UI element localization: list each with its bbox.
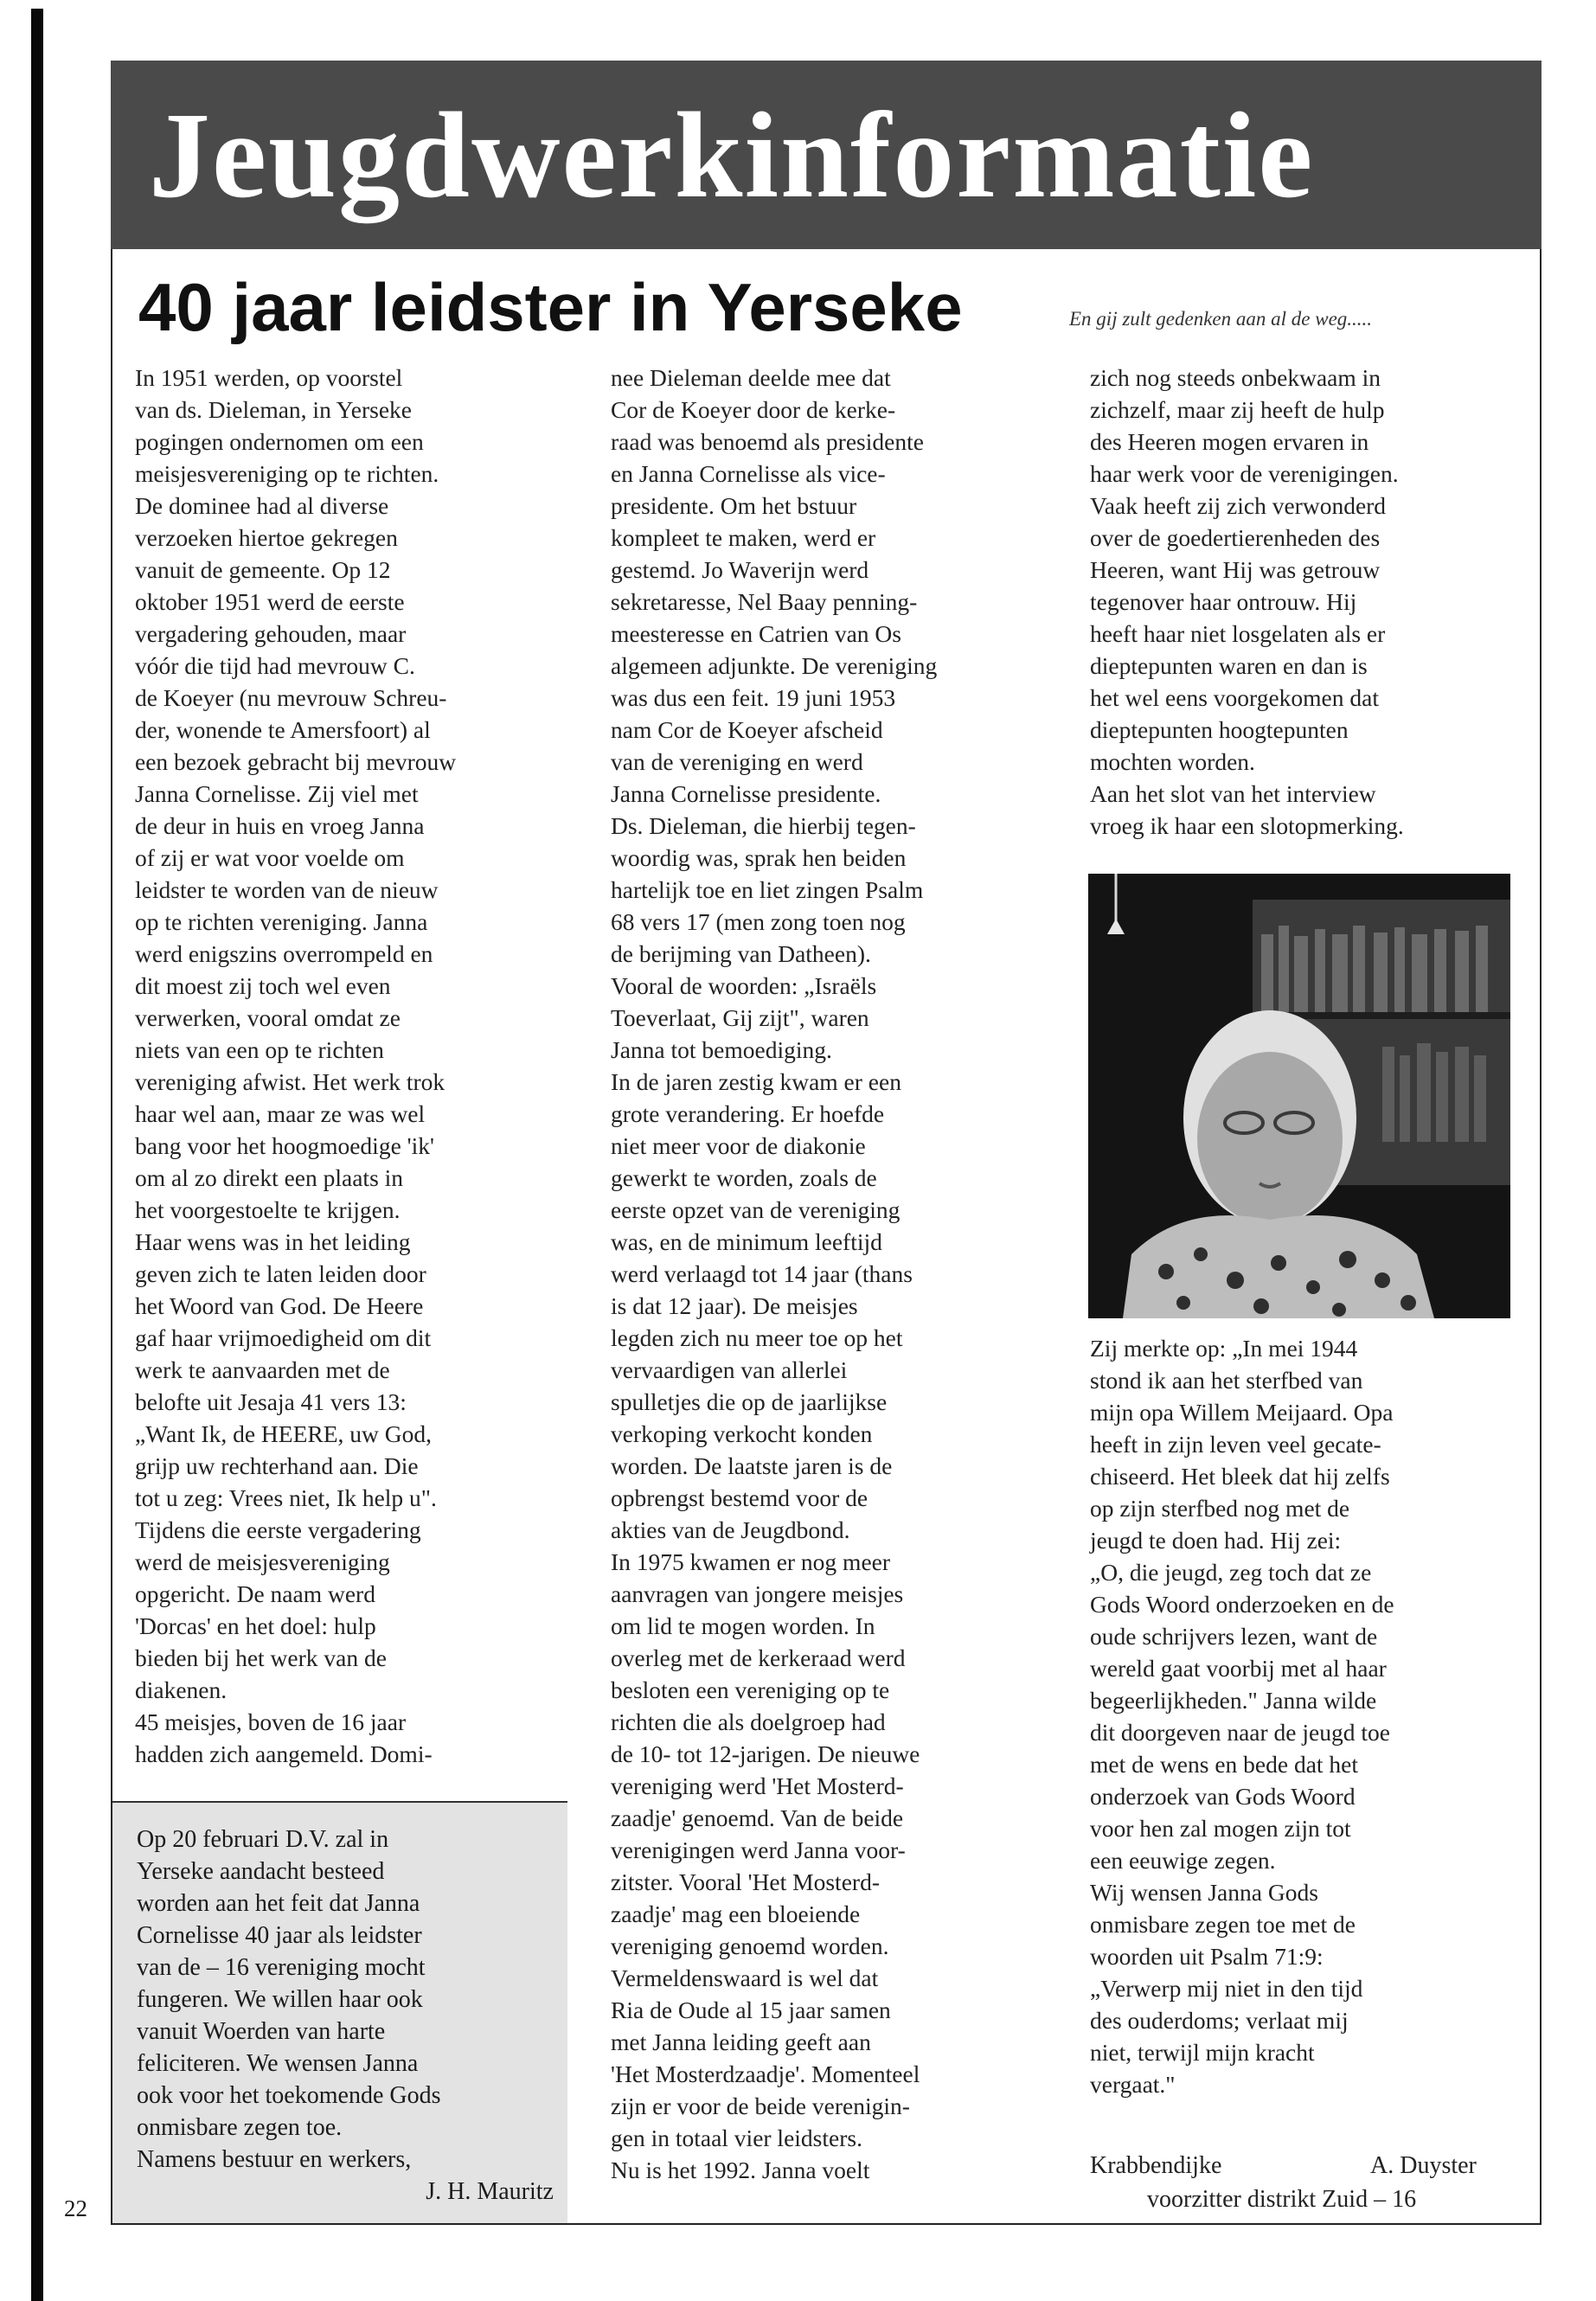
text-line: vereniging genoemd worden. <box>611 1932 889 1959</box>
text-line: akties van de Jeugdbond. <box>611 1516 850 1543</box>
text-line: dit doorgeven naar de jeugd toe <box>1090 1719 1390 1746</box>
text-line: „Want Ik, de HEERE, uw God, <box>135 1420 432 1447</box>
text-line: werd enigszins overrompeld en <box>135 940 433 967</box>
text-line: hadden zich aangemeld. Domi- <box>135 1740 433 1767</box>
text-line: de deur in huis en vroeg Janna <box>135 812 425 839</box>
text-line: onderzoek van Gods Woord <box>1090 1783 1356 1810</box>
text-line: voor hen zal mogen zijn tot <box>1090 1815 1351 1842</box>
text-line: grijp uw rechterhand aan. Die <box>135 1452 419 1479</box>
text-line: het voorgestoelte te krijgen. <box>135 1196 401 1223</box>
text-line: des ouderdoms; verlaat mij <box>1090 2007 1349 2034</box>
text-line: heeft in zijn leven veel gecate- <box>1090 1431 1381 1458</box>
page-number: 22 <box>64 2195 87 2221</box>
text-line: dieptepunten hoogtepunten <box>1090 716 1349 743</box>
text-line: meesteresse en Catrien van Os <box>611 620 901 647</box>
text-line: van ds. Dieleman, in Yerseke <box>135 396 413 423</box>
text-line: Janna Cornelisse. Zij viel met <box>135 780 419 807</box>
text-line: oktober 1951 werd de eerste <box>135 588 405 615</box>
text-line: meisjesvereniging op te richten. <box>135 460 439 487</box>
notice-line: onmisbare zegen toe. <box>137 2114 343 2141</box>
text-line: een eeuwige zegen. <box>1090 1847 1276 1874</box>
text-line: werd de meisjesvereniging <box>135 1548 390 1575</box>
text-line: gen in totaal vier leidsters. <box>611 2125 862 2151</box>
text-line: jeugd te doen had. Hij zei: <box>1090 1527 1342 1554</box>
text-line: Wij wensen Janna Gods <box>1090 1879 1318 1906</box>
text-line: Toeverlaat, Gij zijt", waren <box>611 1004 869 1031</box>
text-line: Nu is het 1992. Janna voelt <box>611 2157 870 2183</box>
text-line: bang voor het hoogmoedige 'ik' <box>135 1132 434 1159</box>
signature-place: Krabbendijke <box>1090 2152 1222 2179</box>
portrait-illustration <box>1088 874 1510 1318</box>
text-line: verzoeken hiertoe gekregen <box>135 524 398 551</box>
text-line: verkoping verkocht konden <box>611 1420 873 1447</box>
text-line: hartelijk toe en liet zingen Psalm <box>611 876 924 903</box>
notice-line: van de – 16 vereniging mocht <box>137 1954 426 1981</box>
text-line: De dominee had al diverse <box>135 492 389 519</box>
text-line: niet meer voor de diakonie <box>611 1132 866 1159</box>
text-line: gestemd. Jo Waverijn werd <box>611 556 869 583</box>
text-column-1 <box>135 362 559 1770</box>
text-line: 'Het Mosterdzaadje'. Momenteel <box>611 2061 920 2087</box>
notice-line: Op 20 februari D.V. zal in <box>137 1826 389 1853</box>
text-line: werk te aanvaarden met de <box>135 1356 390 1383</box>
text-line: presidente. Om het bstuur <box>611 492 857 519</box>
text-line: om lid te mogen worden. In <box>611 1612 875 1639</box>
text-line: niets van een op te richten <box>135 1036 384 1063</box>
text-line: woorden uit Psalm 71:9: <box>1090 1943 1324 1970</box>
text-line: Zij merkte op: „In mei 1944 <box>1090 1335 1358 1362</box>
article-tagline: En gij zult gedenken aan al de weg..... <box>1069 308 1373 330</box>
text-line: „O, die jeugd, zeg toch dat ze <box>1090 1559 1372 1586</box>
notice-line: Cornelisse 40 jaar als leidster <box>137 1922 422 1949</box>
text-line: het wel eens voorgekomen dat <box>1090 684 1379 711</box>
text-line: Vermeldenswaard is wel dat <box>611 1965 879 1991</box>
text-line: tegenover haar ontrouw. Hij <box>1090 588 1357 615</box>
text-line: zaadje' mag een bloeiende <box>611 1900 861 1927</box>
text-line: opbrengst bestemd voor de <box>611 1484 869 1511</box>
text-line: des Heeren mogen ervaren in <box>1090 428 1369 455</box>
text-line: Aan het slot van het interview <box>1090 780 1376 807</box>
text-column-3-bottom <box>1090 1332 1522 2100</box>
text-line: was, en de minimum leeftijd <box>611 1228 882 1255</box>
text-line: vereniging afwist. Het werk trok <box>135 1068 445 1095</box>
text-line: met de wens en bede dat het <box>1090 1751 1359 1778</box>
text-line: was dus een feit. 19 juni 1953 <box>611 684 896 711</box>
text-line: overleg met de kerkeraad werd <box>611 1644 906 1671</box>
text-line: besloten een vereniging op te <box>611 1676 890 1703</box>
text-line: kompleet te maken, werd er <box>611 524 876 551</box>
text-line: vanuit de gemeente. Op 12 <box>135 556 391 583</box>
text-line: verenigingen werd Janna voor- <box>611 1836 906 1863</box>
text-line: op zijn sterfbed nog met de <box>1090 1495 1350 1522</box>
article-headline: 40 jaar leidster in Yerseke <box>138 269 963 345</box>
text-line: vervaardigen van allerlei <box>611 1356 848 1383</box>
text-line: verwerken, vooral omdat ze <box>135 1004 401 1031</box>
text-line: In de jaren zestig kwam er een <box>611 1068 901 1095</box>
binding-edge <box>31 9 43 2301</box>
notice-line: ook voor het toekomende Gods <box>137 2082 441 2109</box>
notice-line: Yerseke aandacht besteed <box>137 1858 385 1885</box>
notice-line: fungeren. We willen haar ook <box>137 1986 423 2013</box>
text-line: van de vereniging en werd <box>611 748 863 775</box>
text-line: gaf haar vrijmoedigheid om dit <box>135 1324 432 1351</box>
text-line: het Woord van God. De Heere <box>135 1292 424 1319</box>
text-line: bieden bij het werk van de <box>135 1644 387 1671</box>
text-line: Haar wens was in het leiding <box>135 1228 411 1255</box>
text-line: Gods Woord onderzoeken en de <box>1090 1591 1394 1618</box>
text-line: Cor de Koeyer door de kerke- <box>611 396 896 423</box>
text-line: wereld gaat voorbij met al haar <box>1090 1655 1387 1682</box>
text-line: mochten worden. <box>1090 748 1255 775</box>
text-line: spulletjes die op de jaarlijkse <box>611 1388 888 1415</box>
text-line: pogingen ondernomen om een <box>135 428 424 455</box>
text-line: een bezoek gebracht bij mevrouw <box>135 748 457 775</box>
text-line: In 1951 werden, op voorstel <box>135 364 403 391</box>
notice-line: feliciteren. We wensen Janna <box>137 2050 419 2077</box>
text-line: de 10- tot 12-jarigen. De nieuwe <box>611 1740 920 1767</box>
text-line: haar wel aan, maar ze was wel <box>135 1100 426 1127</box>
text-line: Ds. Dieleman, die hierbij tegen- <box>611 812 916 839</box>
text-line: sekretaresse, Nel Baay penning- <box>611 588 918 615</box>
text-line: werd verlaagd tot 14 jaar (thans <box>611 1260 913 1287</box>
text-line: zitster. Vooral 'Het Mosterd- <box>611 1868 880 1895</box>
text-line: Vaak heeft zij zich verwonderd <box>1090 492 1387 519</box>
text-line: worden. De laatste jaren is de <box>611 1452 893 1479</box>
text-line: de berijming van Datheen). <box>611 940 871 967</box>
notice-line: worden aan het feit dat Janna <box>137 1890 420 1917</box>
text-line: algemeen adjunkte. De vereniging <box>611 652 938 679</box>
text-line: gewerkt te worden, zoals de <box>611 1164 877 1191</box>
text-line: is dat 12 jaar). De meisjes <box>611 1292 858 1319</box>
text-line: vergadering gehouden, maar <box>135 620 407 647</box>
text-column-3-top <box>1090 362 1522 842</box>
text-line: richten die als doelgroep had <box>611 1708 886 1735</box>
notice-line: vanuit Woerden van harte <box>137 2018 386 2045</box>
text-line: zichzelf, maar zij heeft de hulp <box>1090 396 1385 423</box>
text-line: of zij er wat voor voelde om <box>135 844 405 871</box>
text-line: aanvragen van jongere meisjes <box>611 1580 904 1607</box>
signature-name: A. Duyster <box>1370 2152 1477 2179</box>
text-line: Janna Cornelisse presidente. <box>611 780 881 807</box>
text-line: grote verandering. Er hoefde <box>611 1100 885 1127</box>
text-line: diakenen. <box>135 1676 228 1703</box>
text-column-2 <box>611 362 1043 2186</box>
text-line: met Janna leiding geeft aan <box>611 2029 871 2055</box>
text-line: heeft haar niet losgelaten als er <box>1090 620 1386 647</box>
text-line: belofte uit Jesaja 41 vers 13: <box>135 1388 407 1415</box>
text-line: onmisbare zegen toe met de <box>1090 1911 1356 1938</box>
text-line: begeerlijkheden." Janna wilde <box>1090 1687 1377 1714</box>
notice-signature: J. H. Mauritz <box>426 2178 554 2205</box>
text-line: chiseerd. Het bleek dat hij zelfs <box>1090 1463 1390 1490</box>
text-line: „Verwerp mij niet in den tijd <box>1090 1975 1363 2002</box>
text-line: Janna tot bemoediging. <box>611 1036 832 1063</box>
text-line: vergaat." <box>1090 2071 1176 2098</box>
text-line: legden zich nu meer toe op het <box>611 1324 903 1351</box>
notice-line: Namens bestuur en werkers, <box>137 2146 412 2173</box>
text-line: dit moest zij toch wel even <box>135 972 391 999</box>
signature-role: voorzitter distrikt Zuid – 16 <box>1147 2186 1417 2213</box>
text-line: over de goedertierenheden des <box>1090 524 1381 551</box>
text-line: leidster te worden van de nieuw <box>135 876 439 903</box>
text-line: Vooral de woorden: „Israëls <box>611 972 877 999</box>
text-line: en Janna Cornelisse als vice- <box>611 460 886 487</box>
text-line: tot u zeg: Vrees niet, Ik help u". <box>135 1484 437 1511</box>
text-line: oude schrijvers lezen, want de <box>1090 1623 1378 1650</box>
text-line: haar werk voor de verenigingen. <box>1090 460 1399 487</box>
text-line: mijn opa Willem Meijaard. Opa <box>1090 1399 1394 1426</box>
text-line: eerste opzet van de vereniging <box>611 1196 901 1223</box>
text-line: Ria de Oude al 15 jaar samen <box>611 1997 891 2023</box>
text-line: vroeg ik haar een slotopmerking. <box>1090 812 1404 839</box>
text-line: stond ik aan het sterfbed van <box>1090 1367 1363 1394</box>
text-line: raad was benoemd als presidente <box>611 428 924 455</box>
text-line: vóór die tijd had mevrouw C. <box>135 652 415 679</box>
text-line: om al zo direkt een plaats in <box>135 1164 404 1191</box>
text-line: nee Dieleman deelde mee dat <box>611 364 891 391</box>
portrait-photo <box>1088 874 1510 1318</box>
text-line: zich nog steeds onbekwaam in <box>1090 364 1381 391</box>
text-line: geven zich te laten leiden door <box>135 1260 426 1287</box>
text-line: Tijdens die eerste vergadering <box>135 1516 421 1543</box>
text-line: niet, terwijl mijn kracht <box>1090 2039 1315 2066</box>
text-line: op te richten vereniging. Janna <box>135 908 428 935</box>
text-line: der, wonende te Amersfoort) al <box>135 716 431 743</box>
text-line: In 1975 kwamen er nog meer <box>611 1548 891 1575</box>
text-line: vereniging werd 'Het Mosterd- <box>611 1772 904 1799</box>
text-line: 68 vers 17 (men zong toen nog <box>611 908 906 935</box>
text-line: woordig was, sprak hen beiden <box>611 844 907 871</box>
text-line: 45 meisjes, boven de 16 jaar <box>135 1708 407 1735</box>
text-line: nam Cor de Koeyer afscheid <box>611 716 883 743</box>
text-line: dieptepunten waren en dan is <box>1090 652 1368 679</box>
text-line: Heeren, want Hij was getrouw <box>1090 556 1381 583</box>
text-line: zijn er voor de beide verenigin- <box>611 2093 910 2119</box>
announcement-box <box>112 1801 567 2223</box>
text-line: 'Dorcas' en het doel: hulp <box>135 1612 376 1639</box>
text-line: zaadje' genoemd. Van de beide <box>611 1804 904 1831</box>
text-line: opgericht. De naam werd <box>135 1580 375 1607</box>
section-banner: Jeugdwerkinformatie <box>111 61 1542 249</box>
text-line: de Koeyer (nu mevrouw Schreu- <box>135 684 447 711</box>
